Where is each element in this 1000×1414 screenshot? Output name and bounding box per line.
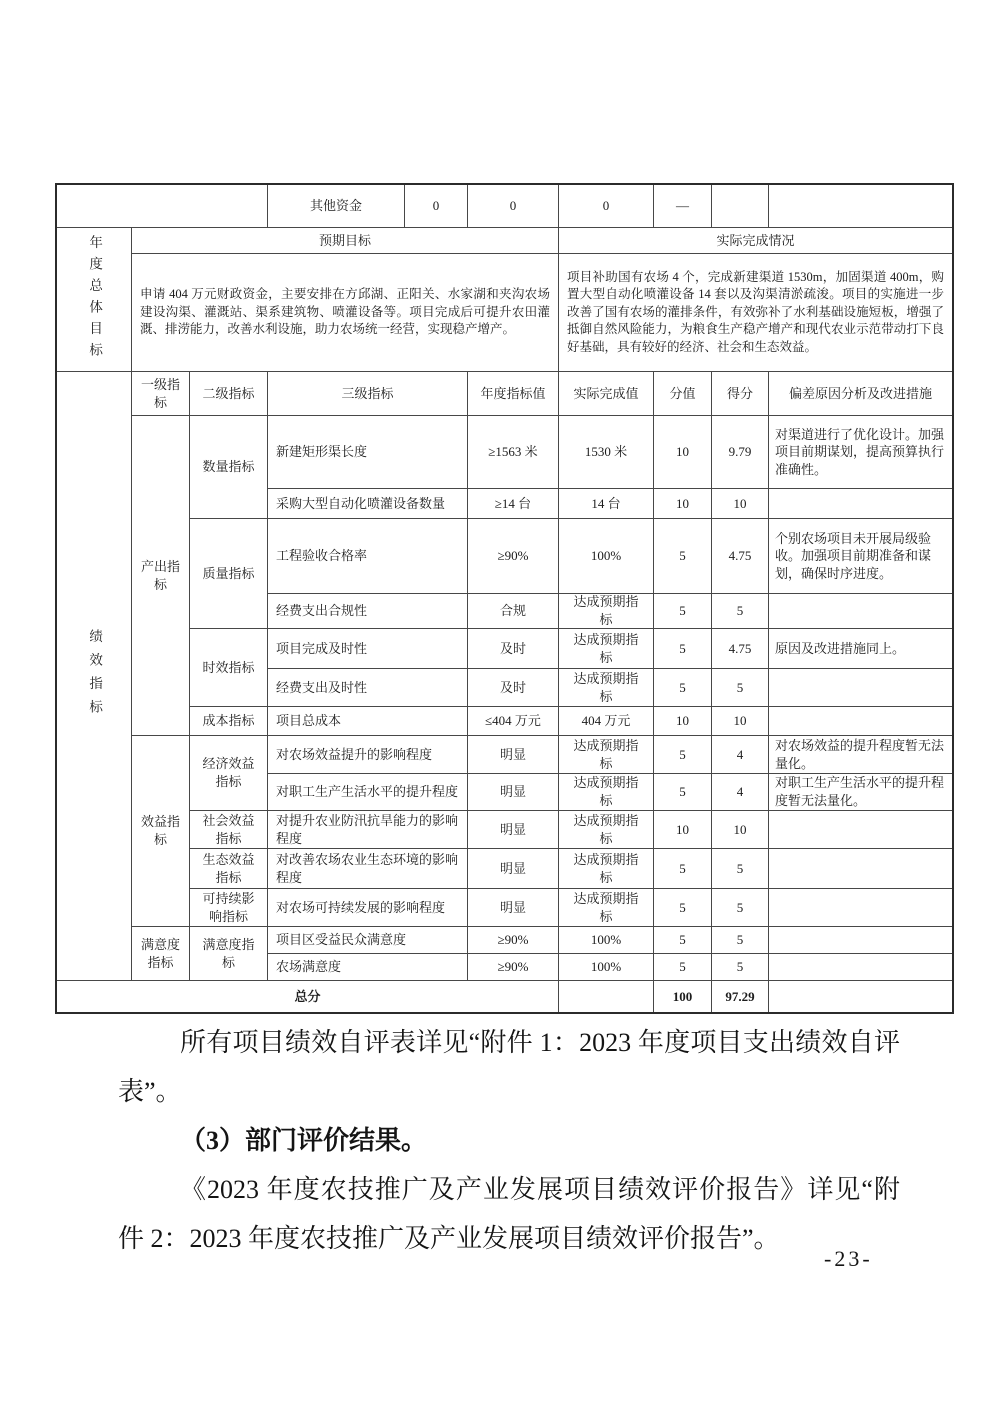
- indicator-name: 项目区受益民众满意度: [268, 927, 468, 954]
- indicator-score-max: 5: [654, 889, 712, 927]
- indicator-score: 4: [712, 774, 769, 811]
- indicator-name: 项目完成及时性: [268, 629, 468, 669]
- indicator-score: 10: [712, 489, 769, 519]
- paragraph-department-result-heading: （3）部门评价结果。: [180, 1126, 428, 1155]
- indicator-score: 9.79: [712, 416, 769, 489]
- indicator-actual: 14 台: [559, 489, 654, 519]
- indicator-remark: 对农场效益的提升程度暂无法量化。: [769, 736, 952, 774]
- indicator-actual: 达成预期指标: [559, 811, 654, 849]
- indicator-score-max: 5: [654, 594, 712, 629]
- indicator-actual: 达成预期指标: [559, 889, 654, 927]
- indicator-actual: 1530 米: [559, 416, 654, 489]
- indicator-score: 5: [712, 849, 769, 889]
- indicator-target: 明显: [468, 889, 559, 927]
- indicator-target: 明显: [468, 811, 559, 849]
- funding-value-2: 0: [468, 185, 559, 228]
- indicator-remark: 对职工生产生活水平的提升程度暂无法量化。: [769, 774, 952, 811]
- indicator-target: 明显: [468, 849, 559, 889]
- indicator-target: ≥1563 米: [468, 416, 559, 489]
- header-remark: 偏差原因分析及改进措施: [769, 372, 952, 416]
- funding-row-empty-cell: [57, 185, 268, 228]
- indicator-name: 对农场可持续发展的影响程度: [268, 889, 468, 927]
- indicator-score-max: 5: [654, 519, 712, 594]
- indicator-remark: [769, 849, 952, 889]
- total-score: 97.29: [712, 981, 769, 1012]
- indicator-score: 5: [712, 889, 769, 927]
- indicator-actual: 达成预期指标: [559, 736, 654, 774]
- indicator-actual: 达成预期指标: [559, 849, 654, 889]
- level2-sustainable-impact: 可持续影响指标: [190, 889, 268, 927]
- level2-economic-benefit: 经济效益指标: [190, 736, 268, 811]
- indicator-actual: 100%: [559, 519, 654, 594]
- paragraph-self-evaluation-note: 所有项目绩效自评表详见“附件 1：2023 年度项目支出绩效自评表”。: [118, 1028, 900, 1106]
- indicator-name: 工程验收合格率: [268, 519, 468, 594]
- indicator-remark: [769, 889, 952, 927]
- indicator-name: 对提升农业防汛抗旱能力的影响程度: [268, 811, 468, 849]
- indicator-target: 明显: [468, 774, 559, 811]
- level2-cost: 成本指标: [190, 707, 268, 736]
- indicator-target: ≥90%: [468, 954, 559, 981]
- header-level3: 三级指标: [268, 372, 468, 416]
- indicator-score-max: 10: [654, 707, 712, 736]
- indicator-score: 4.75: [712, 629, 769, 669]
- level2-satisfaction: 满意度指标: [190, 927, 268, 981]
- indicator-score-max: 5: [654, 669, 712, 707]
- indicator-score-max: 5: [654, 849, 712, 889]
- level1-benefit-indicators: 效益指标: [132, 736, 190, 927]
- indicator-actual: 达成预期指标: [559, 594, 654, 629]
- indicator-name: 项目总成本: [268, 707, 468, 736]
- annual-goal-row-label: 年度总体目标: [57, 228, 132, 372]
- indicator-score: 5: [712, 927, 769, 954]
- header-score-max: 分值: [654, 372, 712, 416]
- header-target: 年度指标值: [468, 372, 559, 416]
- funding-value-dash: —: [654, 185, 712, 228]
- paragraph-evaluation-report-note: 《2023 年度农技推广及产业发展项目绩效评价报告》详见“附件 2：2023 年度农技推广及产业发展项目绩效评价报告”。: [118, 1175, 900, 1253]
- indicator-score-max: 10: [654, 811, 712, 849]
- level2-social-benefit: 社会效益指标: [190, 811, 268, 849]
- indicator-remark: 原因及改进措施同上。: [769, 629, 952, 669]
- indicator-actual: 100%: [559, 927, 654, 954]
- total-score-max: 100: [654, 981, 712, 1012]
- performance-evaluation-table: [55, 183, 954, 1014]
- indicator-remark: [769, 489, 952, 519]
- funding-row-empty-cell: [769, 185, 952, 228]
- header-level2: 二级指标: [190, 372, 268, 416]
- indicator-name: 对改善农场农业生态环境的影响程度: [268, 849, 468, 889]
- indicator-target: 及时: [468, 629, 559, 669]
- indicator-score: 10: [712, 811, 769, 849]
- level2-quality: 质量指标: [190, 519, 268, 629]
- indicator-target: 合规: [468, 594, 559, 629]
- indicator-remark: 对渠道进行了优化设计。加强项目前期谋划，提高预算执行准确性。: [769, 416, 952, 489]
- indicator-target: ≥90%: [468, 519, 559, 594]
- funding-row-label: 其他资金: [268, 185, 405, 228]
- total-empty-cell: [769, 981, 952, 1012]
- level2-quantity: 数量指标: [190, 416, 268, 519]
- indicator-score-max: 5: [654, 954, 712, 981]
- total-label: 总分: [57, 981, 559, 1012]
- indicator-score: 5: [712, 594, 769, 629]
- header-level1: 一级指标: [132, 372, 190, 416]
- level2-ecological-benefit: 生态效益指标: [190, 849, 268, 889]
- indicator-score: 4: [712, 736, 769, 774]
- indicator-actual: 100%: [559, 954, 654, 981]
- indicator-target: 及时: [468, 669, 559, 707]
- funding-value-1: 0: [405, 185, 468, 228]
- indicator-name: 经费支出及时性: [268, 669, 468, 707]
- expected-goal-text: 申请 404 万元财政资金，主要安排在方邱湖、正阳关、水家湖和夹沟农场建设沟渠、灌溉站、渠系建筑物、喷灌设备等。项目完成后可提升农田灌溉、排涝能力，改善水利设施，助力农场统一经营，实现稳产增产。: [132, 254, 559, 372]
- funding-value-3: 0: [559, 185, 654, 228]
- indicator-score-max: 10: [654, 489, 712, 519]
- indicator-remark: [769, 669, 952, 707]
- indicator-score-max: 5: [654, 927, 712, 954]
- indicator-remark: [769, 954, 952, 981]
- level1-output-indicators: 产出指标: [132, 416, 190, 736]
- header-score: 得分: [712, 372, 769, 416]
- funding-row-empty-cell: [712, 185, 769, 228]
- indicator-name: 农场满意度: [268, 954, 468, 981]
- header-actual: 实际完成值: [559, 372, 654, 416]
- indicator-remark: [769, 594, 952, 629]
- indicator-score: 4.75: [712, 519, 769, 594]
- actual-result-text: 项目补助国有农场 4 个，完成新建渠道 1530m，加固渠道 400m，购置大型自动化喷灌设备 14 套以及沟渠清淤疏浚。项目的实施进一步改善了国有农场的灌排条件，有效弥补了水利基础设施短板，增强了抵御自然风险能力，为粮食生产稳产增产和现代农业示范带动打下良好基础，具有较好的经济、社会和生态效益。: [559, 254, 952, 372]
- indicator-actual: 达成预期指标: [559, 669, 654, 707]
- indicator-score-max: 5: [654, 736, 712, 774]
- indicator-remark: 个别农场项目未开展局级验收。加强项目前期准备和谋划，确保时序进度。: [769, 519, 952, 594]
- page-number: -23-: [824, 1246, 873, 1271]
- indicator-score-max: 5: [654, 774, 712, 811]
- indicator-score: 5: [712, 954, 769, 981]
- indicator-actual: 404 万元: [559, 707, 654, 736]
- indicator-remark: [769, 811, 952, 849]
- performance-indicators-row-label: 绩效指标: [57, 372, 132, 981]
- actual-result-header: 实际完成情况: [559, 228, 952, 254]
- expected-goal-header: 预期目标: [132, 228, 559, 254]
- indicator-score: 5: [712, 669, 769, 707]
- indicator-remark: [769, 707, 952, 736]
- indicator-score: 10: [712, 707, 769, 736]
- level1-satisfaction-indicators: 满意度指标: [132, 927, 190, 981]
- indicator-name: 新建矩形渠长度: [268, 416, 468, 489]
- indicator-target: ≥14 台: [468, 489, 559, 519]
- indicator-actual: 达成预期指标: [559, 774, 654, 811]
- indicator-remark: [769, 927, 952, 954]
- total-empty-cell: [559, 981, 654, 1012]
- indicator-name: 采购大型自动化喷灌设备数量: [268, 489, 468, 519]
- indicator-score-max: 10: [654, 416, 712, 489]
- indicator-actual: 达成预期指标: [559, 629, 654, 669]
- indicator-name: 对职工生产生活水平的提升程度: [268, 774, 468, 811]
- indicator-target: ≤404 万元: [468, 707, 559, 736]
- indicator-name: 对农场效益提升的影响程度: [268, 736, 468, 774]
- indicator-name: 经费支出合规性: [268, 594, 468, 629]
- indicator-target: ≥90%: [468, 927, 559, 954]
- body-text-block: [118, 1018, 900, 1263]
- indicator-score-max: 5: [654, 629, 712, 669]
- level2-timeliness: 时效指标: [190, 629, 268, 707]
- indicator-target: 明显: [468, 736, 559, 774]
